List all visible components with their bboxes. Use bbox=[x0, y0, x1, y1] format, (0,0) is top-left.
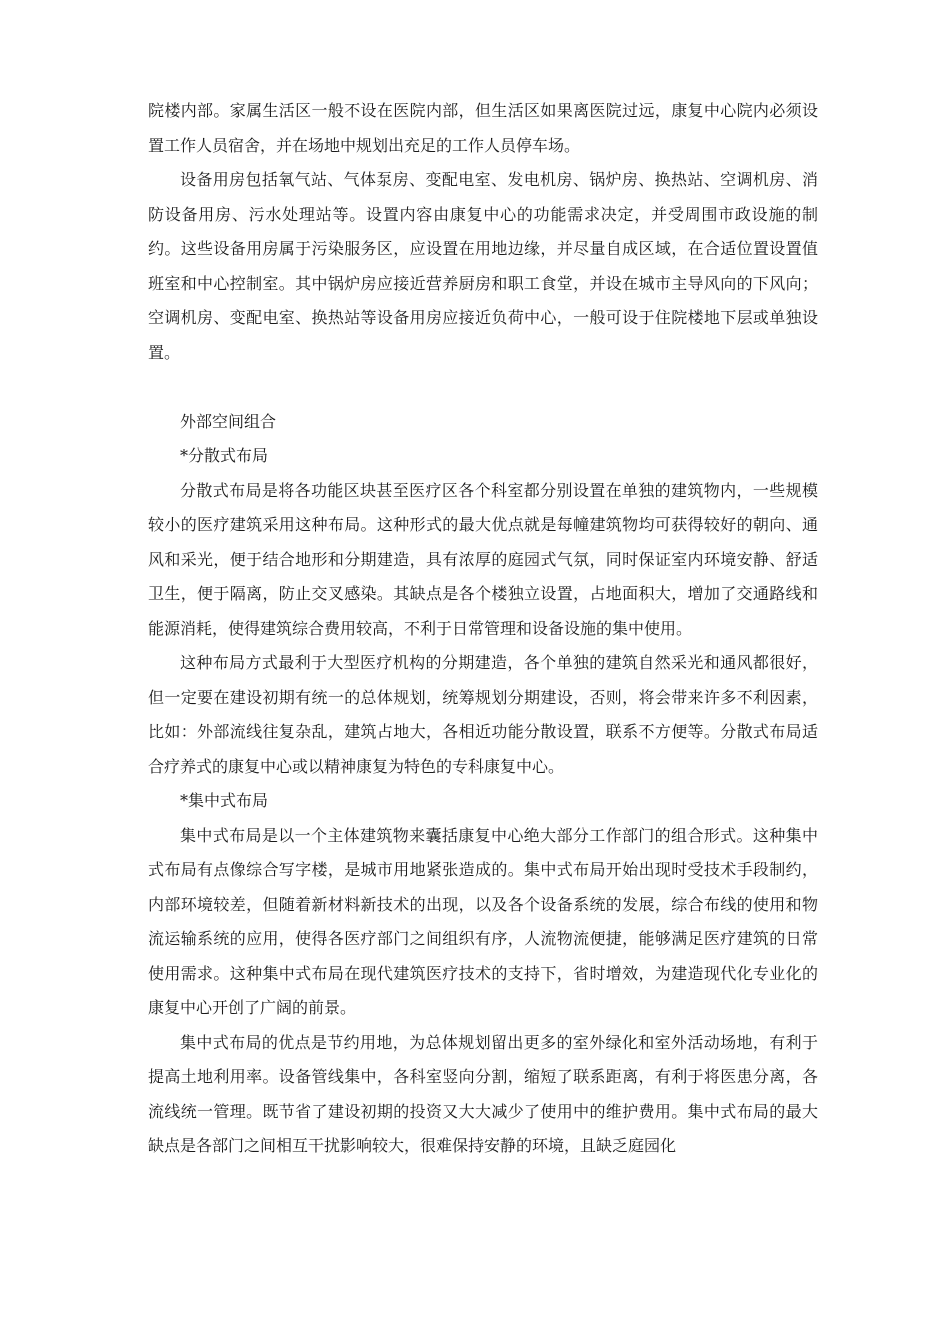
document-body bbox=[148, 94, 818, 1164]
paragraph-continuation: 院楼内部。家属生活区一般不设在医院内部，但生活区如果离医院过远，康复中心院内必须设置工作人员宿舍，并在场地中规划出充足的工作人员停车场。 bbox=[148, 101, 818, 155]
paragraph-dispersed-definition: 分散式布局是将各功能区块甚至医疗区各个科室都分别设置在单独的建筑物内，一些规模较小的医疗建筑采用这种布局。这种形式的最大优点就是每幢建筑物均可获得较好的朝向、通风和采光，便于结合地形和分期建造，具有浓厚的庭园式气氛，同时保证室内环境安静、舒适卫生，便于隔离，防止交叉感染。其缺点是各个楼独立设置，占地面积大，增加了交通路线和能源消耗，使得建筑综合费用较高，不利于日常管理和设备设施的集中使用。 bbox=[148, 480, 818, 638]
section-heading-external-space: 外部空间组合 bbox=[180, 411, 277, 431]
subheading-dispersed-layout: *分散式布局 bbox=[180, 446, 269, 465]
paragraph-gap bbox=[148, 370, 818, 405]
paragraph-dispersed-application: 这种布局方式最利于大型医疗机构的分期建造，各个单独的建筑自然采光和通风都很好，但一定要在建设初期有统一的总体规划，统筹规划分期建设，否则，将会带来许多不利因素，比如：外部流线往复杂乱，建筑占地大，各相近功能分散设置，联系不方便等。分散式布局适合疗养式的康复中心或以精神康复为特色的专科康复中心。 bbox=[148, 653, 818, 776]
paragraph-centralized-pros-cons: 集中式布局的优点是节约用地，为总体规划留出更多的室外绿化和室外活动场地，有利于提高土地利用率。设备管线集中，各科室竖向分割，缩短了联系距离，有利于将医患分离，各流线统一管理。既节省了建设初期的投资又大大减少了使用中的维护费用。集中式布局的最大缺点是各部门之间相互干扰影响较大，很难保持安静的环境，且缺乏庭园化 bbox=[148, 1032, 818, 1155]
paragraph-centralized-definition: 集中式布局是以一个主体建筑物来囊括康复中心绝大部分工作部门的组合形式。这种集中式布局有点像综合写字楼，是城市用地紧张造成的。集中式布局开始出现时受技术手段制约，内部环境较差，但随着新材料新技术的出现，以及各个设备系统的发展，综合布线的使用和物流运输系统的应用，使得各医疗部门之间组织有序，人流物流便捷，能够满足医疗建筑的日常使用需求。这种集中式布局在现代建筑医疗技术的支持下，省时增效，为建造现代化专业化的康复中心开创了广阔的前景。 bbox=[148, 825, 818, 1017]
subheading-centralized-layout: *集中式布局 bbox=[180, 791, 269, 810]
paragraph-equipment-rooms: 设备用房包括氧气站、气体泵房、变配电室、发电机房、锅炉房、换热站、空调机房、消防设备用房、污水处理站等。设置内容由康复中心的功能需求决定，并受周围市政设施的制约。这些设备用房属于污染服务区，应设置在用地边缘，并尽量自成区域，在合适位置设置值班室和中心控制室。其中锅炉房应接近营养厨房和职工食堂，并设在城市主导风向的下风向；空调机房、变配电室、换热站等设备用房应接近负荷中心，一般可设于住院楼地下层或单独设置。 bbox=[148, 170, 818, 362]
